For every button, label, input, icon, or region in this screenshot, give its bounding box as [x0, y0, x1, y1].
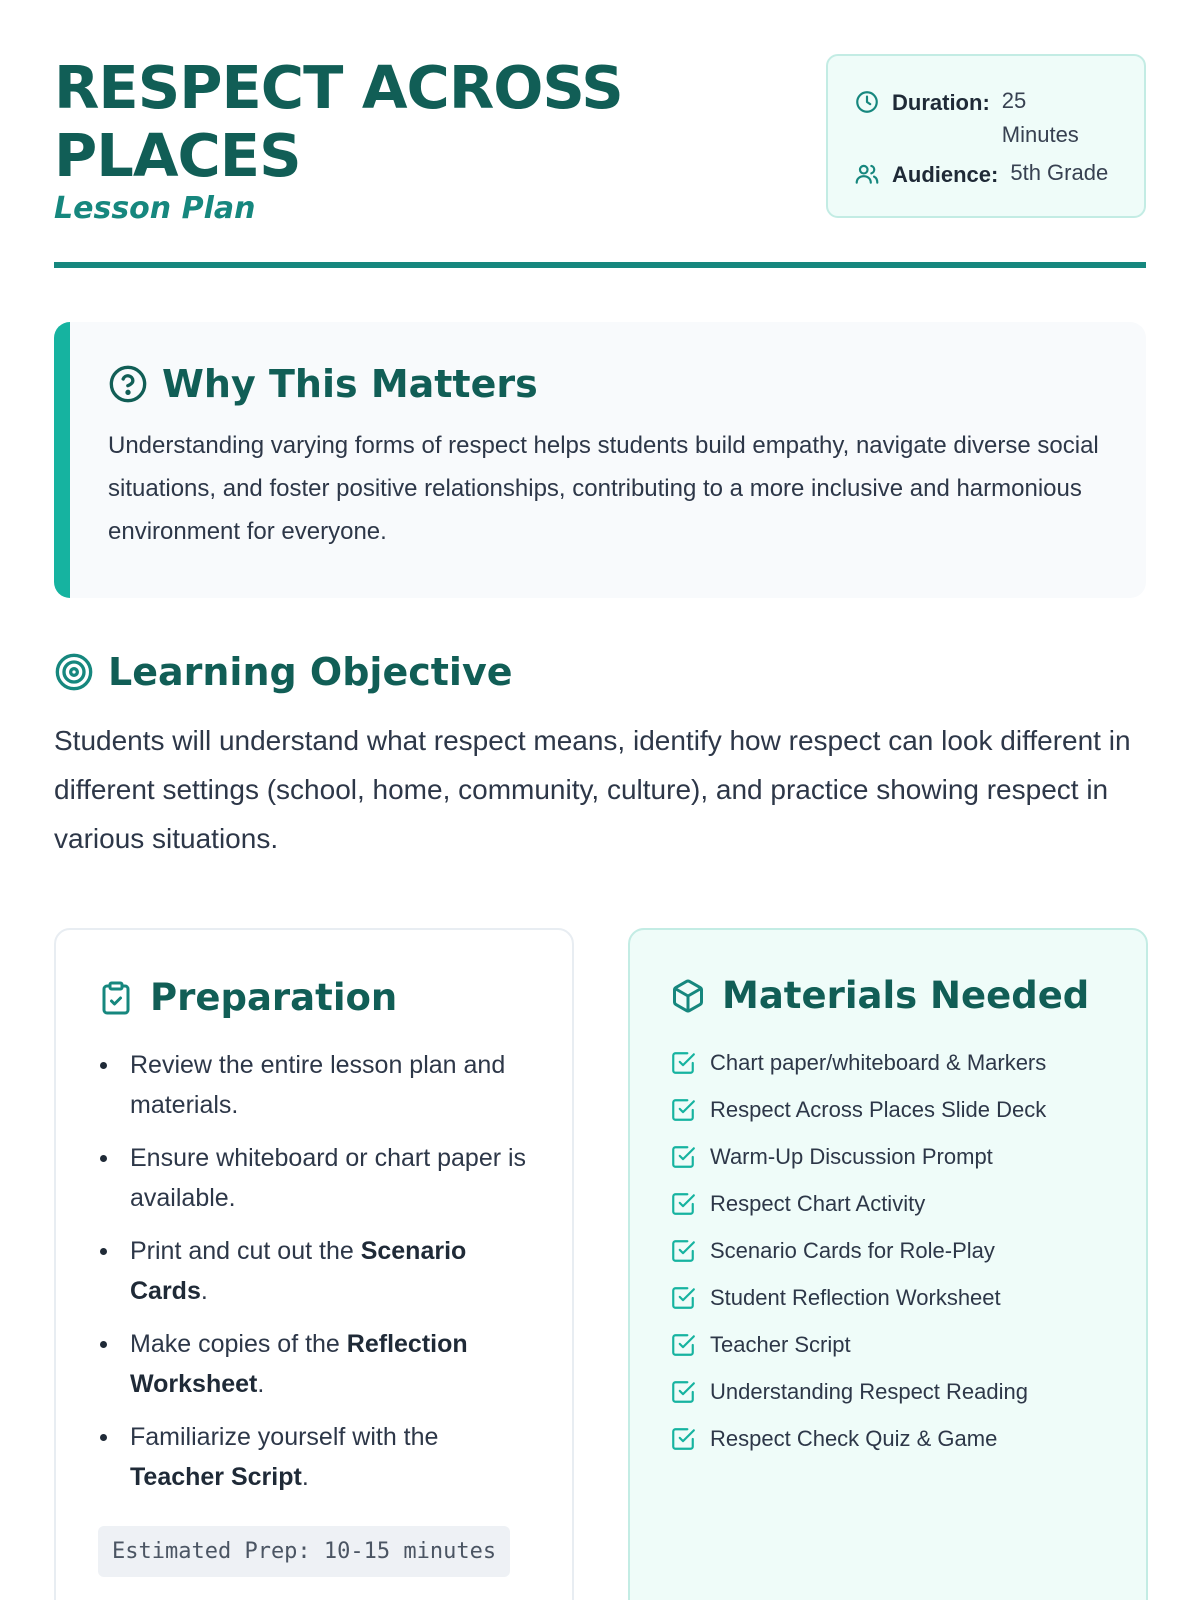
lesson-info-card [826, 54, 1146, 218]
materials-card [628, 928, 1148, 1600]
why-this-matters-section [54, 322, 1146, 598]
checkbox-icon [670, 1238, 696, 1264]
checkbox-icon [670, 1191, 696, 1217]
material-item: Respect Chart Activity [670, 1180, 1106, 1227]
checkbox-icon [670, 1379, 696, 1405]
header [54, 0, 1146, 268]
box-icon [670, 978, 706, 1014]
question-circle-icon [108, 364, 148, 404]
users-icon [854, 161, 880, 187]
page-subtitle: Lesson Plan [54, 191, 256, 226]
checkbox-icon [670, 1144, 696, 1170]
material-item: Student Reflection Worksheet [670, 1274, 1106, 1321]
clipboard-check-icon [98, 980, 134, 1016]
material-item: Understanding Respect Reading [670, 1368, 1106, 1415]
checkbox-icon [670, 1332, 696, 1358]
audience-label: Audience: [892, 162, 999, 187]
objective-heading [54, 650, 1146, 694]
duration-row [854, 86, 1098, 152]
preparation-list [98, 1045, 530, 1497]
material-item: Warm-Up Discussion Prompt [670, 1133, 1106, 1180]
preparation-heading-text: Preparation [150, 976, 398, 1019]
prep-item-review: Review the entire lesson plan and materials. [98, 1045, 530, 1125]
materials-heading-text: Materials Needed [722, 974, 1090, 1017]
audience-row [854, 158, 1108, 188]
learning-objective-section [54, 650, 1146, 863]
objective-heading-text: Learning Objective [108, 650, 513, 694]
materials-heading [670, 974, 1106, 1017]
checkbox-icon [670, 1285, 696, 1311]
prep-item-teacher-script: Familiarize yourself with the Teacher Script. [98, 1417, 530, 1497]
preparation-heading [98, 976, 530, 1019]
material-item: Scenario Cards for Role-Play [670, 1227, 1106, 1274]
checkbox-icon [670, 1050, 696, 1076]
materials-list [670, 1039, 1106, 1462]
clock-icon [854, 89, 880, 115]
material-item: Chart paper/whiteboard & Markers [670, 1039, 1106, 1086]
material-item: Respect Across Places Slide Deck [670, 1086, 1106, 1133]
why-heading-text: Why This Matters [162, 362, 538, 406]
checkbox-icon [670, 1426, 696, 1452]
material-item: Teacher Script [670, 1321, 1106, 1368]
audience-value: 5th Grade [1010, 160, 1109, 185]
prep-item-scenario-cards: Print and cut out the Scenario Cards. [98, 1231, 530, 1311]
checkbox-icon [670, 1097, 696, 1123]
prep-item-whiteboard: Ensure whiteboard or chart paper is available. [98, 1138, 530, 1218]
estimated-prep-badge: Estimated Prep: 10-15 minutes [98, 1526, 510, 1577]
target-icon [54, 652, 94, 692]
preparation-card [54, 928, 574, 1600]
objective-text: Students will understand what respect means, identify how respect can look different in different settings (school, home, community, culture), and practice showing respect in various situations. [54, 725, 1131, 854]
why-heading [108, 362, 1110, 406]
prep-item-reflection-worksheet: Make copies of the Reflection Worksheet. [98, 1324, 530, 1404]
material-item: Respect Check Quiz & Game [670, 1415, 1106, 1462]
duration-value: 25 Minutes [1001, 88, 1079, 147]
duration-label: Duration: [892, 90, 990, 115]
page-title: RESPECT ACROSS PLACES [54, 53, 623, 190]
why-text: Understanding varying forms of respect helps students build empathy, navigate diverse social situations, and foster positive relationships, contributing to a more inclusive and harmonious environment for everyone. [108, 432, 1099, 545]
